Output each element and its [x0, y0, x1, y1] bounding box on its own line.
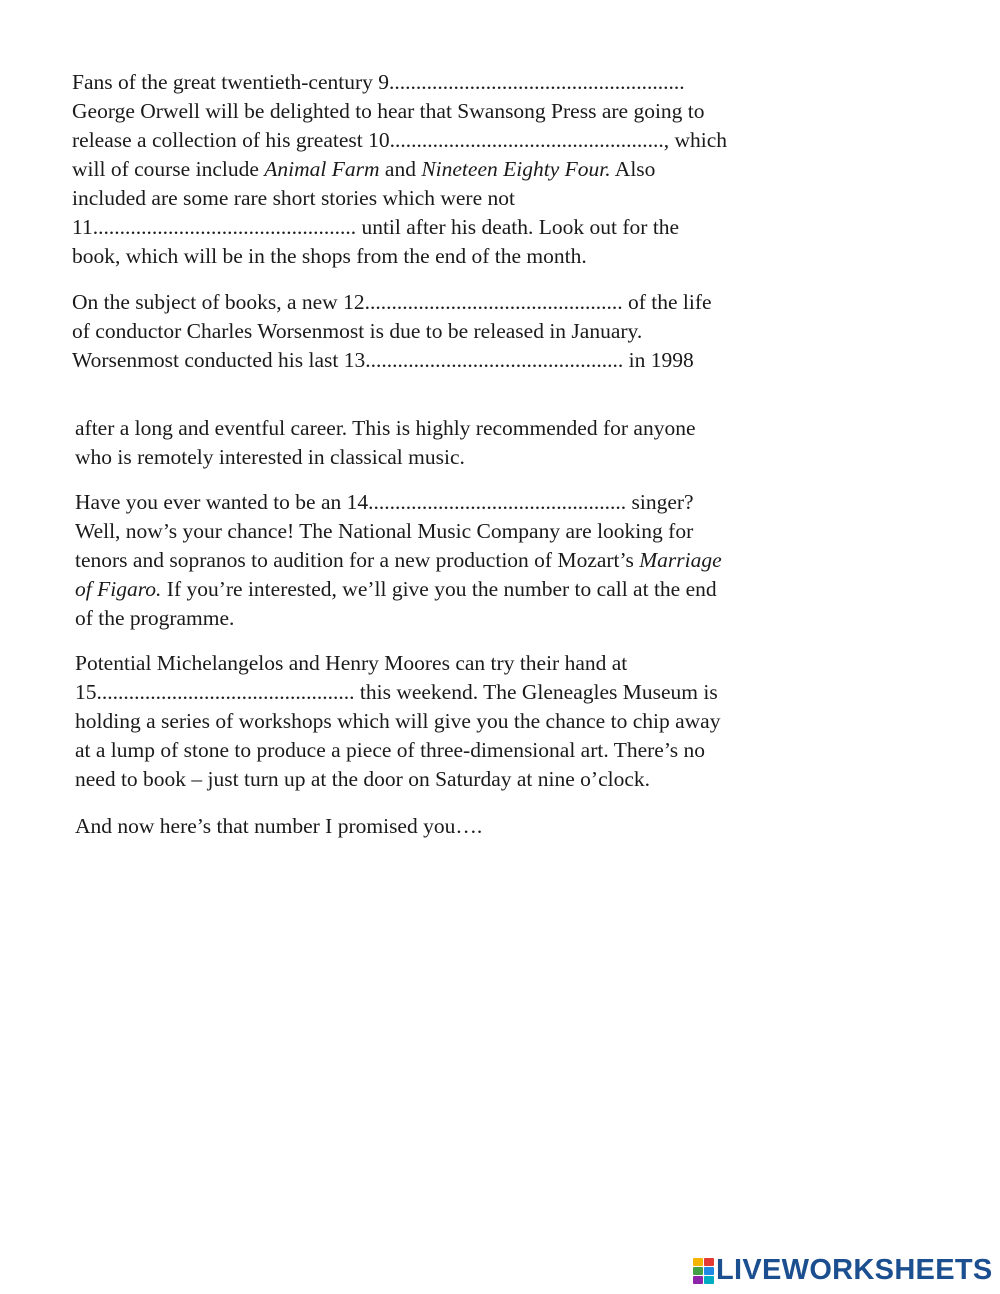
- text-line: [75, 604, 835, 633]
- answer-blank[interactable]: ...................................................: [389, 128, 664, 152]
- text-segment: And now here’s that number I promised you….: [75, 814, 483, 838]
- text-segment: at a lump of stone to produce a piece of three-dimensional art. There’s no: [75, 738, 706, 762]
- text-segment: book, which will be in the shops from the end of the month.: [72, 244, 587, 268]
- answer-blank[interactable]: ................................................: [365, 348, 624, 372]
- text-segment: Fans of the great twentieth-century 9: [72, 70, 390, 94]
- text-segment: holding a series of workshops which will give you the chance to chip away: [75, 709, 721, 733]
- text-segment: of conductor Charles Worsenmost is due to be released in January.: [72, 319, 643, 343]
- text-line: [75, 443, 835, 472]
- answer-blank[interactable]: ................................................: [368, 490, 627, 514]
- text-line: [75, 517, 835, 546]
- text-line: [75, 546, 835, 575]
- logo-text: LIVEWORKSHEETS: [716, 1254, 993, 1286]
- paragraph-career: [75, 414, 835, 472]
- paragraph-books: [72, 288, 832, 375]
- text-line: [75, 414, 835, 443]
- answer-blank[interactable]: ................................................: [364, 290, 623, 314]
- text-segment: Well, now’s your chance! The National Music Company are looking for: [75, 519, 694, 543]
- text-segment: 11: [72, 215, 93, 239]
- text-line: [75, 765, 835, 794]
- text-line: [75, 812, 835, 841]
- answer-blank[interactable]: .......................................................: [389, 70, 685, 94]
- text-line: [72, 242, 832, 271]
- answer-blank[interactable]: .................................................: [92, 215, 357, 239]
- text-segment: Also: [610, 157, 656, 181]
- liveworksheets-logo-icon: [693, 1258, 713, 1282]
- text-segment: singer?: [626, 490, 694, 514]
- title-italic: Marriage: [639, 548, 722, 572]
- text-line: [75, 678, 835, 707]
- text-segment: included are some rare short stories which were not: [72, 186, 515, 210]
- text-line: [72, 213, 832, 242]
- text-line: [72, 126, 832, 155]
- text-line: [72, 288, 832, 317]
- text-line: [72, 317, 832, 346]
- text-segment: Worsenmost conducted his last 13: [72, 348, 366, 372]
- text-segment: On the subject of books, a new 12: [72, 290, 365, 314]
- paragraph-sculpture: [75, 649, 835, 794]
- liveworksheets-logo[interactable]: [693, 1255, 993, 1285]
- text-segment: tenors and sopranos to audition for a new production of Mozart’s: [75, 548, 640, 572]
- title-italic: of Figaro.: [75, 577, 162, 601]
- paragraph-closing: [75, 812, 835, 841]
- text-line: [72, 68, 832, 97]
- text-segment: , which: [663, 128, 728, 152]
- text-segment: who is remotely interested in classical music.: [75, 445, 465, 469]
- text-line: [75, 488, 835, 517]
- answer-blank[interactable]: ................................................: [96, 680, 355, 704]
- title-italic: Nineteen Eighty Four.: [421, 157, 611, 181]
- text-line: [75, 736, 835, 765]
- text-line: [72, 346, 832, 375]
- text-line: [72, 184, 832, 213]
- text-segment: until after his death. Look out for the: [356, 215, 680, 239]
- paragraph-orwell: [72, 68, 832, 271]
- text-line: [75, 575, 835, 604]
- text-segment: in 1998: [623, 348, 694, 372]
- text-segment: this weekend. The Gleneagles Museum is: [354, 680, 718, 704]
- text-segment: after a long and eventful career. This is highly recommended for anyone: [75, 416, 696, 440]
- text-line: [75, 707, 835, 736]
- text-segment: of the life: [622, 290, 712, 314]
- text-segment: 15: [75, 680, 97, 704]
- text-segment: release a collection of his greatest 10: [72, 128, 390, 152]
- text-segment: If you’re interested, we’ll give you the number to call at the end: [161, 577, 717, 601]
- text-line: [72, 155, 832, 184]
- title-italic: Animal Farm: [264, 157, 380, 181]
- text-segment: need to book – just turn up at the door on Saturday at nine o’clock.: [75, 767, 650, 791]
- text-segment: and: [379, 157, 422, 181]
- text-segment: Potential Michelangelos and Henry Moores can try their hand at: [75, 651, 628, 675]
- text-line: [72, 97, 832, 126]
- text-line: [75, 649, 835, 678]
- paragraph-singer: [75, 488, 835, 633]
- text-segment: will of course include: [72, 157, 265, 181]
- text-segment: George Orwell will be delighted to hear that Swansong Press are going to: [72, 99, 705, 123]
- text-segment: Have you ever wanted to be an 14: [75, 490, 369, 514]
- text-segment: of the programme.: [75, 606, 235, 630]
